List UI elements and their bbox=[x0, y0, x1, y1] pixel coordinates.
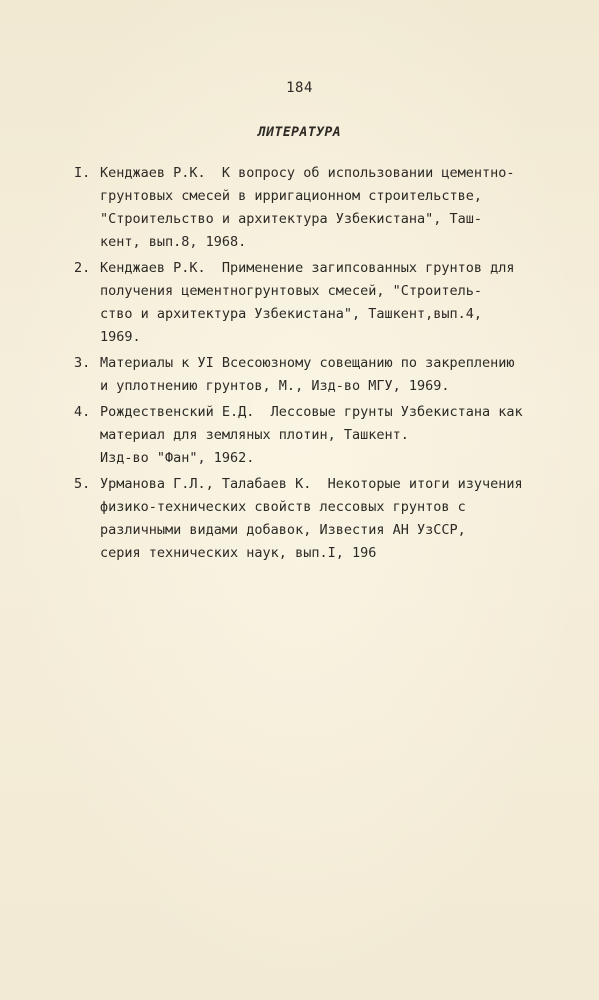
reference-number: 3. bbox=[74, 355, 91, 371]
reference-item bbox=[74, 401, 594, 470]
reference-item bbox=[74, 473, 594, 565]
reference-line: Урманова Г.Л., Талабаев К. Некоторые итоги изучения bbox=[100, 476, 523, 492]
reference-item bbox=[74, 352, 594, 398]
reference-line: физико-технических свойств лессовых грунтов с bbox=[100, 499, 466, 515]
reference-line: различными видами добавок, Известия АН УзССР, bbox=[100, 522, 466, 538]
reference-line: получения цементногрунтовых смесей, "Строитель- bbox=[100, 283, 483, 299]
reference-number: 4. bbox=[74, 404, 91, 420]
reference-line: материал для земляных плотин, Ташкент. bbox=[100, 427, 409, 443]
reference-item bbox=[74, 257, 594, 349]
reference-list bbox=[74, 162, 594, 568]
page-title: ЛИТЕРАТУРА bbox=[257, 125, 342, 140]
page-number: 184 bbox=[286, 80, 313, 96]
reference-line: Рождественский Е.Д. Лессовые грунты Узбекистана как bbox=[100, 404, 523, 420]
reference-line: "Строительство и архитектура Узбекистана", Таш- bbox=[100, 211, 483, 227]
reference-line: и уплотнению грунтов, М., Изд-во МГУ, 1969. bbox=[100, 378, 450, 394]
reference-line: кент, вып.8, 1968. bbox=[100, 234, 247, 250]
reference-number: 5. bbox=[74, 476, 91, 492]
reference-line: серия технических наук, вып.I, 196 bbox=[100, 545, 377, 561]
reference-item bbox=[74, 162, 594, 254]
reference-line: Материалы к УI Всесоюзному совещанию по закреплению bbox=[100, 355, 515, 371]
reference-line: Изд-во "Фан", 1962. bbox=[100, 450, 255, 466]
reference-line: ство и архитектура Узбекистана", Ташкент,вып.4, bbox=[100, 306, 483, 322]
reference-line: грунтовых смесей в ирригационном строительстве, bbox=[100, 188, 483, 204]
reference-line: 1969. bbox=[100, 329, 141, 345]
reference-number: I. bbox=[74, 165, 91, 181]
reference-line: Кенджаев Р.К. К вопросу об использовании цементно- bbox=[100, 165, 515, 181]
reference-number: 2. bbox=[74, 260, 91, 276]
reference-line: Кенджаев Р.К. Применение загипсованных грунтов для bbox=[100, 260, 515, 276]
